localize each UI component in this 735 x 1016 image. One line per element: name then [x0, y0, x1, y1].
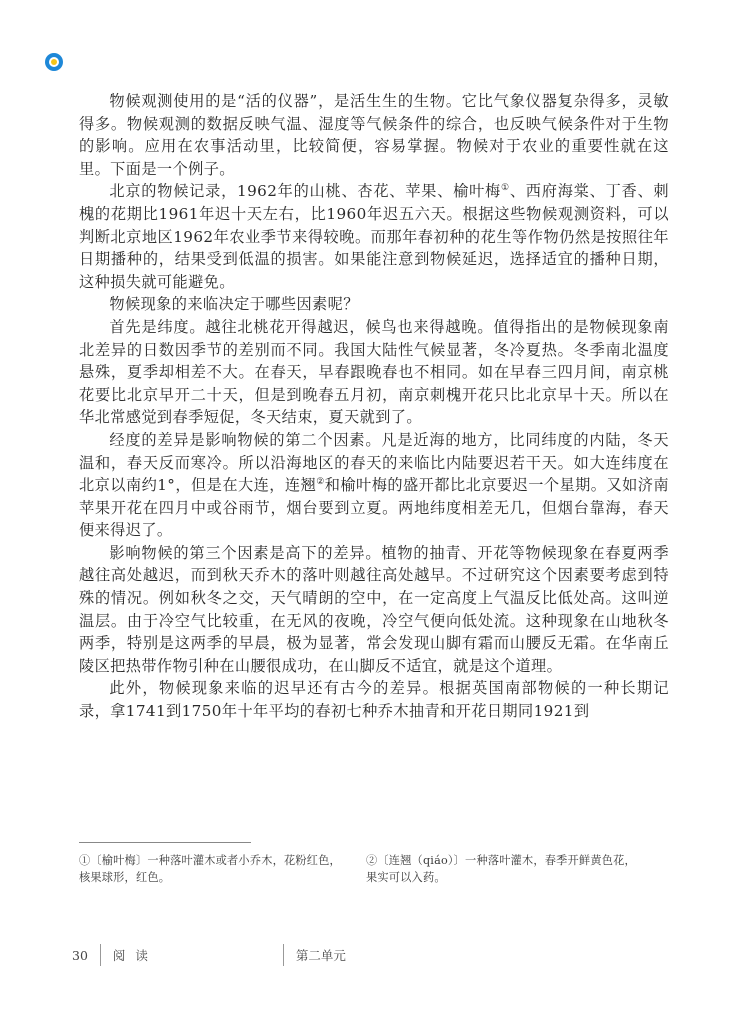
paragraph-3: 物候现象的来临决定于哪些因素呢？ — [109, 295, 359, 314]
paragraph-2: 北京的物候记录，1962年的山桃、杏花、苹果、榆叶梅①、西府海棠、丁香、刺槐的花期比1961年迟十天左右，比1960年迟五六天。根据这些物候观测资料，可以判断北京地区1962年农业季节来得较晚。而那年春初种的花生等作物仍然是按照往年日期播种的，结果受到低温的损害。如果能注意到物候延迟，选择适宜的播种日期，这种损失就可能避免。 — [79, 182, 670, 291]
footnote-marker: ① — [501, 183, 510, 194]
footnote-2: ②〔连翘（qiáo）〕一种落叶灌木，春季开鲜黄色花，果实可以入药。 — [366, 854, 636, 884]
footer-separator — [100, 944, 101, 966]
page-number: 30 — [72, 947, 88, 963]
article-body — [79, 90, 669, 723]
paragraph-4: 首先是纬度。越往北桃花开得越迟，候鸟也来得越晚。值得指出的是物候现象南北差异的日数因季节的差别而不同。我国大陆性气候显著，冬冷夏热。冬季南北温度悬殊，夏季却相差不大。在春天，早春跟晚春也不相同。如在早春三四月间，南京桃花要比北京早开二十天，但是到晚春五月初，南京刺槐开花只比北京早十天。所以在华北常感觉到春季短促，冬天结束，夏天就到了。 — [79, 317, 669, 427]
paragraph-7: 此外，物候现象来临的迟早还有古今的差异。根据英国南部物候的一种长期记录，拿1741到1750年十年平均的春初七种乔木抽青和开花日期同1921到 — [79, 679, 669, 721]
section-label: 阅 读 — [112, 948, 151, 963]
paragraph-5: 经度的差异是影响物候的第二个因素。凡是近海的地方，比同纬度的内陆，冬天温和，春天反而寒冷。所以沿海地区的春天的来临比内陆要迟若干天。如大连纬度在北京以南约1°，但是在大连，连翘②和榆叶梅的盛开都比北京要迟一个星期。又如济南苹果开花在四月中或谷雨节，烟台要到立夏。两地纬度相差无几，但烟台靠海，春天便来得迟了。 — [79, 430, 669, 540]
unit-label: 第二单元 — [295, 948, 346, 963]
footnote-1: ①〔榆叶梅〕一种落叶灌木或者小乔木，花粉红色，核果球形，红色。 — [79, 854, 341, 884]
paragraph-6: 影响物候的第三个因素是高下的差异。植物的抽青、开花等物候现象在春夏两季越往高处越迟，而到秋天乔木的落叶则越往高处越早。不过研究这个因素要考虑到特殊的情况。例如秋冬之交，天气晴朗的空中，在一定高度上气温反比低处高。这叫逆温层。由于冷空气比较重，在无风的夜晚，冷空气便向低处流。这种现象在山地秋冬两季，特别是这两季的早晨，极为显著，常会发现山脚有霜而山腰反无霜。在华南丘陵区把热带作物引种在山腰很成功，在山脚反不适宜，就是这个道理。 — [79, 543, 669, 675]
page-footer — [72, 944, 346, 966]
footnote-divider — [79, 842, 251, 843]
publisher-logo-icon — [45, 53, 63, 71]
footnote-marker: ② — [316, 477, 325, 488]
footer-separator — [283, 944, 284, 966]
paragraph-1: 物候观测使用的是“活的仪器”，是活生生的生物。它比气象仪器复杂得多，灵敏得多。物候观测的数据反映气温、湿度等气候条件的综合，也反映气候条件对于生物的影响。应用在农事活动里，比较简便，容易掌握。物候对于农业的重要性就在这里。下面是一个例子。 — [79, 92, 669, 178]
